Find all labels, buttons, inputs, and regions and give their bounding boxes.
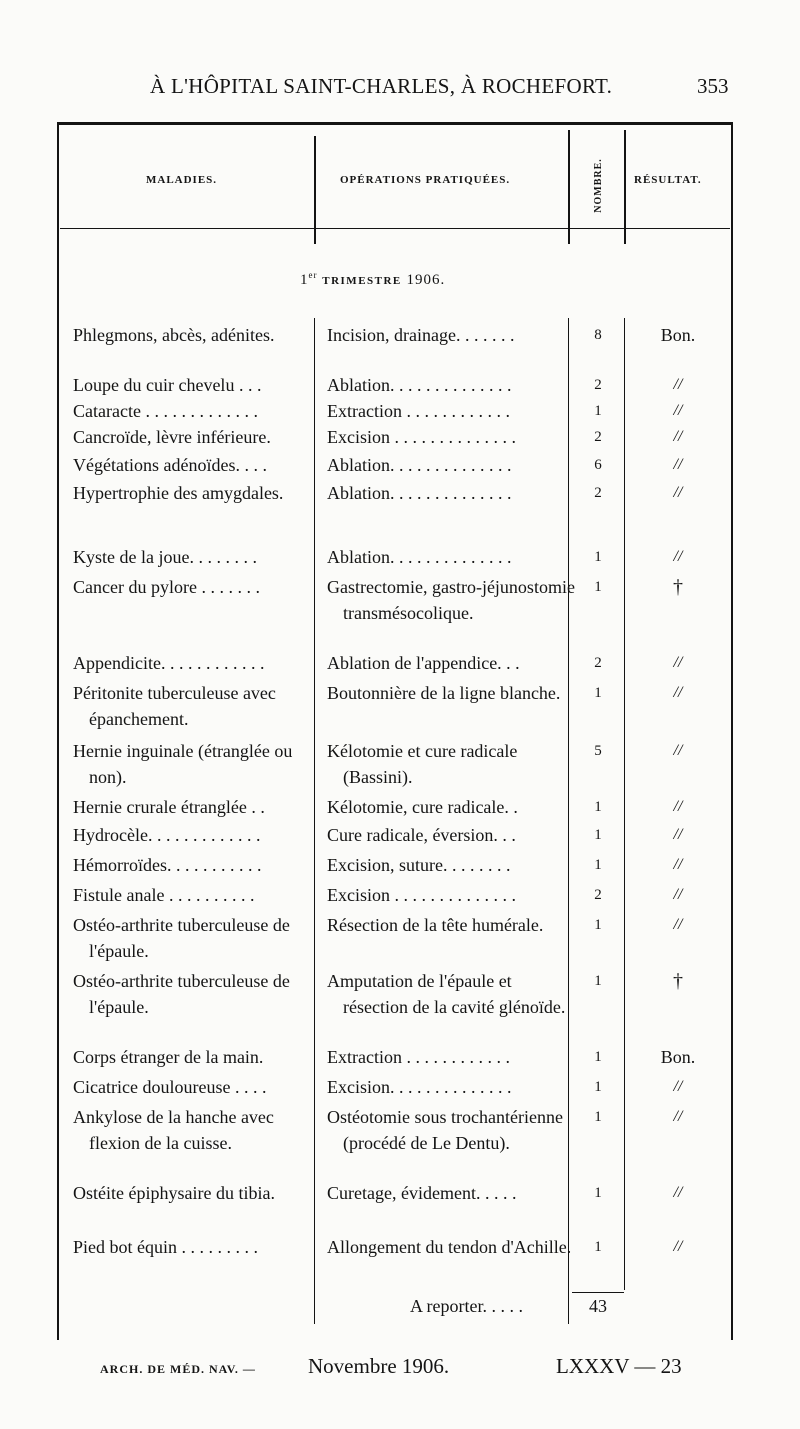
- disease-cell: Corps étranger de la main.: [73, 1047, 264, 1067]
- disease-cell: Hernie inguinale (étranglée ou non).: [73, 741, 293, 787]
- result-cell: //: [673, 548, 683, 565]
- disease-cell: Ostéo-arthrite tuberculeuse de l'épaule.: [73, 971, 290, 1017]
- count-cell: 1: [594, 403, 602, 419]
- count-cell: 2: [594, 377, 602, 393]
- count-cell: 1: [594, 1185, 602, 1201]
- result-cell: //: [673, 684, 683, 701]
- count-cell: 1: [594, 685, 602, 701]
- count-cell: 5: [594, 743, 602, 759]
- count-cell: 1: [594, 1079, 602, 1095]
- disease-cell: Hernie crurale étranglée . .: [73, 797, 265, 817]
- count-cell: 1: [594, 973, 602, 989]
- result-cell: //: [673, 886, 683, 903]
- column-header-operation: OPÉRATIONS PRATIQUÉES.: [340, 174, 511, 186]
- count-cell: 1: [594, 1109, 602, 1125]
- page-number: 353: [697, 74, 729, 98]
- section-ordinal-suffix: er: [308, 270, 318, 280]
- result-cell: //: [673, 1184, 683, 1201]
- result-cell: //: [673, 856, 683, 873]
- operation-cell: Ablation. . . . . . . . . . . . . .: [327, 455, 512, 475]
- count-cell: 2: [594, 887, 602, 903]
- result-cell: //: [673, 654, 683, 671]
- footer-date: Novembre 1906.: [308, 1354, 450, 1378]
- operation-cell: Ablation. . . . . . . . . . . . . .: [327, 547, 512, 567]
- operation-cell: Ablation. . . . . . . . . . . . . .: [327, 375, 512, 395]
- count-cell: 1: [594, 917, 602, 933]
- result-cell: //: [673, 1078, 683, 1095]
- operation-cell: Ablation. . . . . . . . . . . . . .: [327, 483, 512, 503]
- disease-cell: Péritonite tuberculeuse avec épanchement.: [73, 683, 276, 729]
- result-cell: //: [673, 376, 683, 393]
- operation-cell: Gastrectomie, gastro-jéjunostomie transmésocolique.: [327, 577, 575, 623]
- result-cell: //: [673, 1238, 683, 1255]
- footer-journal: ARCH. DE MÉD. NAV. —: [100, 1362, 256, 1376]
- column-header-count: NOMBRE.: [592, 157, 604, 213]
- operation-cell: Excision, suture. . . . . . . .: [327, 855, 511, 875]
- operation-cell: Ablation de l'appendice. . .: [327, 653, 520, 673]
- result-cell: //: [673, 456, 683, 473]
- column-header-disease: MALADIES.: [146, 174, 218, 186]
- disease-cell: Cicatrice douloureuse . . . .: [73, 1077, 267, 1097]
- footer-signature: LXXXV — 23: [556, 1354, 682, 1378]
- operation-cell: Résection de la tête humérale.: [327, 915, 544, 935]
- operation-cell: Boutonnière de la ligne blanche.: [327, 683, 561, 703]
- carry-forward-label: A reporter. . . . .: [410, 1296, 523, 1316]
- operation-cell: Excision. . . . . . . . . . . . . .: [327, 1077, 512, 1097]
- operation-cell: Curetage, évidement. . . . .: [327, 1183, 517, 1203]
- result-cell: //: [673, 798, 683, 815]
- disease-cell: Hémorroïdes. . . . . . . . . . .: [73, 855, 262, 875]
- disease-cell: Loupe du cuir chevelu . . .: [73, 375, 262, 395]
- operation-cell: Extraction . . . . . . . . . . . .: [327, 1047, 510, 1067]
- count-cell: 1: [594, 857, 602, 873]
- result-cell: †: [673, 576, 683, 598]
- disease-cell: Cancer du pylore . . . . . . .: [73, 577, 260, 597]
- result-cell: †: [673, 970, 683, 992]
- operation-cell: Ostéotomie sous trochantérienne (procédé de Le Dentu).: [327, 1107, 563, 1153]
- result-cell: //: [673, 742, 683, 759]
- disease-cell: Fistule anale . . . . . . . . . .: [73, 885, 255, 905]
- operation-cell: Kélotomie, cure radicale. .: [327, 797, 518, 817]
- count-cell: 6: [594, 457, 602, 473]
- result-cell: Bon.: [660, 325, 696, 345]
- count-cell: 1: [594, 579, 602, 595]
- disease-cell: Ostéite épiphysaire du tibia.: [73, 1183, 275, 1203]
- operation-cell: Incision, drainage. . . . . . .: [327, 325, 515, 345]
- result-cell: //: [673, 1108, 683, 1125]
- count-cell: 1: [594, 1239, 602, 1255]
- count-cell: 1: [594, 799, 602, 815]
- disease-cell: Appendicite. . . . . . . . . . . .: [73, 653, 265, 673]
- count-cell: 2: [594, 429, 602, 445]
- disease-cell: Phlegmons, abcès, adénites.: [73, 325, 275, 345]
- disease-cell: Végétations adénoïdes. . . .: [73, 455, 267, 475]
- operation-cell: Allongement du tendon d'Achille.: [327, 1237, 572, 1257]
- result-cell: //: [673, 428, 683, 445]
- operation-cell: Extraction . . . . . . . . . . . .: [327, 401, 510, 421]
- section-year: 1906.: [406, 272, 446, 288]
- running-head: À L'HÔPITAL SAINT-CHARLES, À ROCHEFORT.: [150, 74, 613, 98]
- count-cell: 8: [594, 327, 602, 343]
- disease-cell: Ostéo-arthrite tuberculeuse de l'épaule.: [73, 915, 290, 961]
- result-cell: //: [673, 484, 683, 501]
- result-cell: //: [673, 916, 683, 933]
- disease-cell: Cataracte . . . . . . . . . . . . .: [73, 401, 258, 421]
- count-cell: 2: [594, 485, 602, 501]
- disease-cell: Cancroïde, lèvre inférieure.: [73, 427, 271, 447]
- result-cell: //: [673, 826, 683, 843]
- count-cell: 1: [594, 1049, 602, 1065]
- disease-cell: Ankylose de la hanche avec flexion de la cuisse.: [73, 1107, 274, 1153]
- operation-cell: Excision . . . . . . . . . . . . . .: [327, 427, 516, 447]
- column-header-result: RÉSULTAT.: [634, 174, 702, 186]
- result-cell: Bon.: [660, 1047, 696, 1067]
- operation-cell: Amputation de l'épaule et résection de la cavité glénoïde.: [327, 971, 566, 1017]
- result-cell: //: [673, 402, 683, 419]
- disease-cell: Pied bot équin . . . . . . . . .: [73, 1237, 258, 1257]
- operation-cell: Excision . . . . . . . . . . . . . .: [327, 885, 516, 905]
- section-label: TRIMESTRE: [322, 275, 402, 287]
- count-cell: 2: [594, 655, 602, 671]
- carry-forward-total: 43: [589, 1296, 607, 1316]
- count-cell: 1: [594, 549, 602, 565]
- count-cell: 1: [594, 827, 602, 843]
- operation-cell: Cure radicale, éversion. . .: [327, 825, 516, 845]
- section-ordinal: 1: [300, 272, 309, 288]
- operation-cell: Kélotomie et cure radicale (Bassini).: [327, 741, 518, 787]
- disease-cell: Hydrocèle. . . . . . . . . . . . .: [73, 825, 261, 845]
- disease-cell: Hypertrophie des amygdales.: [73, 483, 284, 503]
- disease-cell: Kyste de la joue. . . . . . . .: [73, 547, 257, 567]
